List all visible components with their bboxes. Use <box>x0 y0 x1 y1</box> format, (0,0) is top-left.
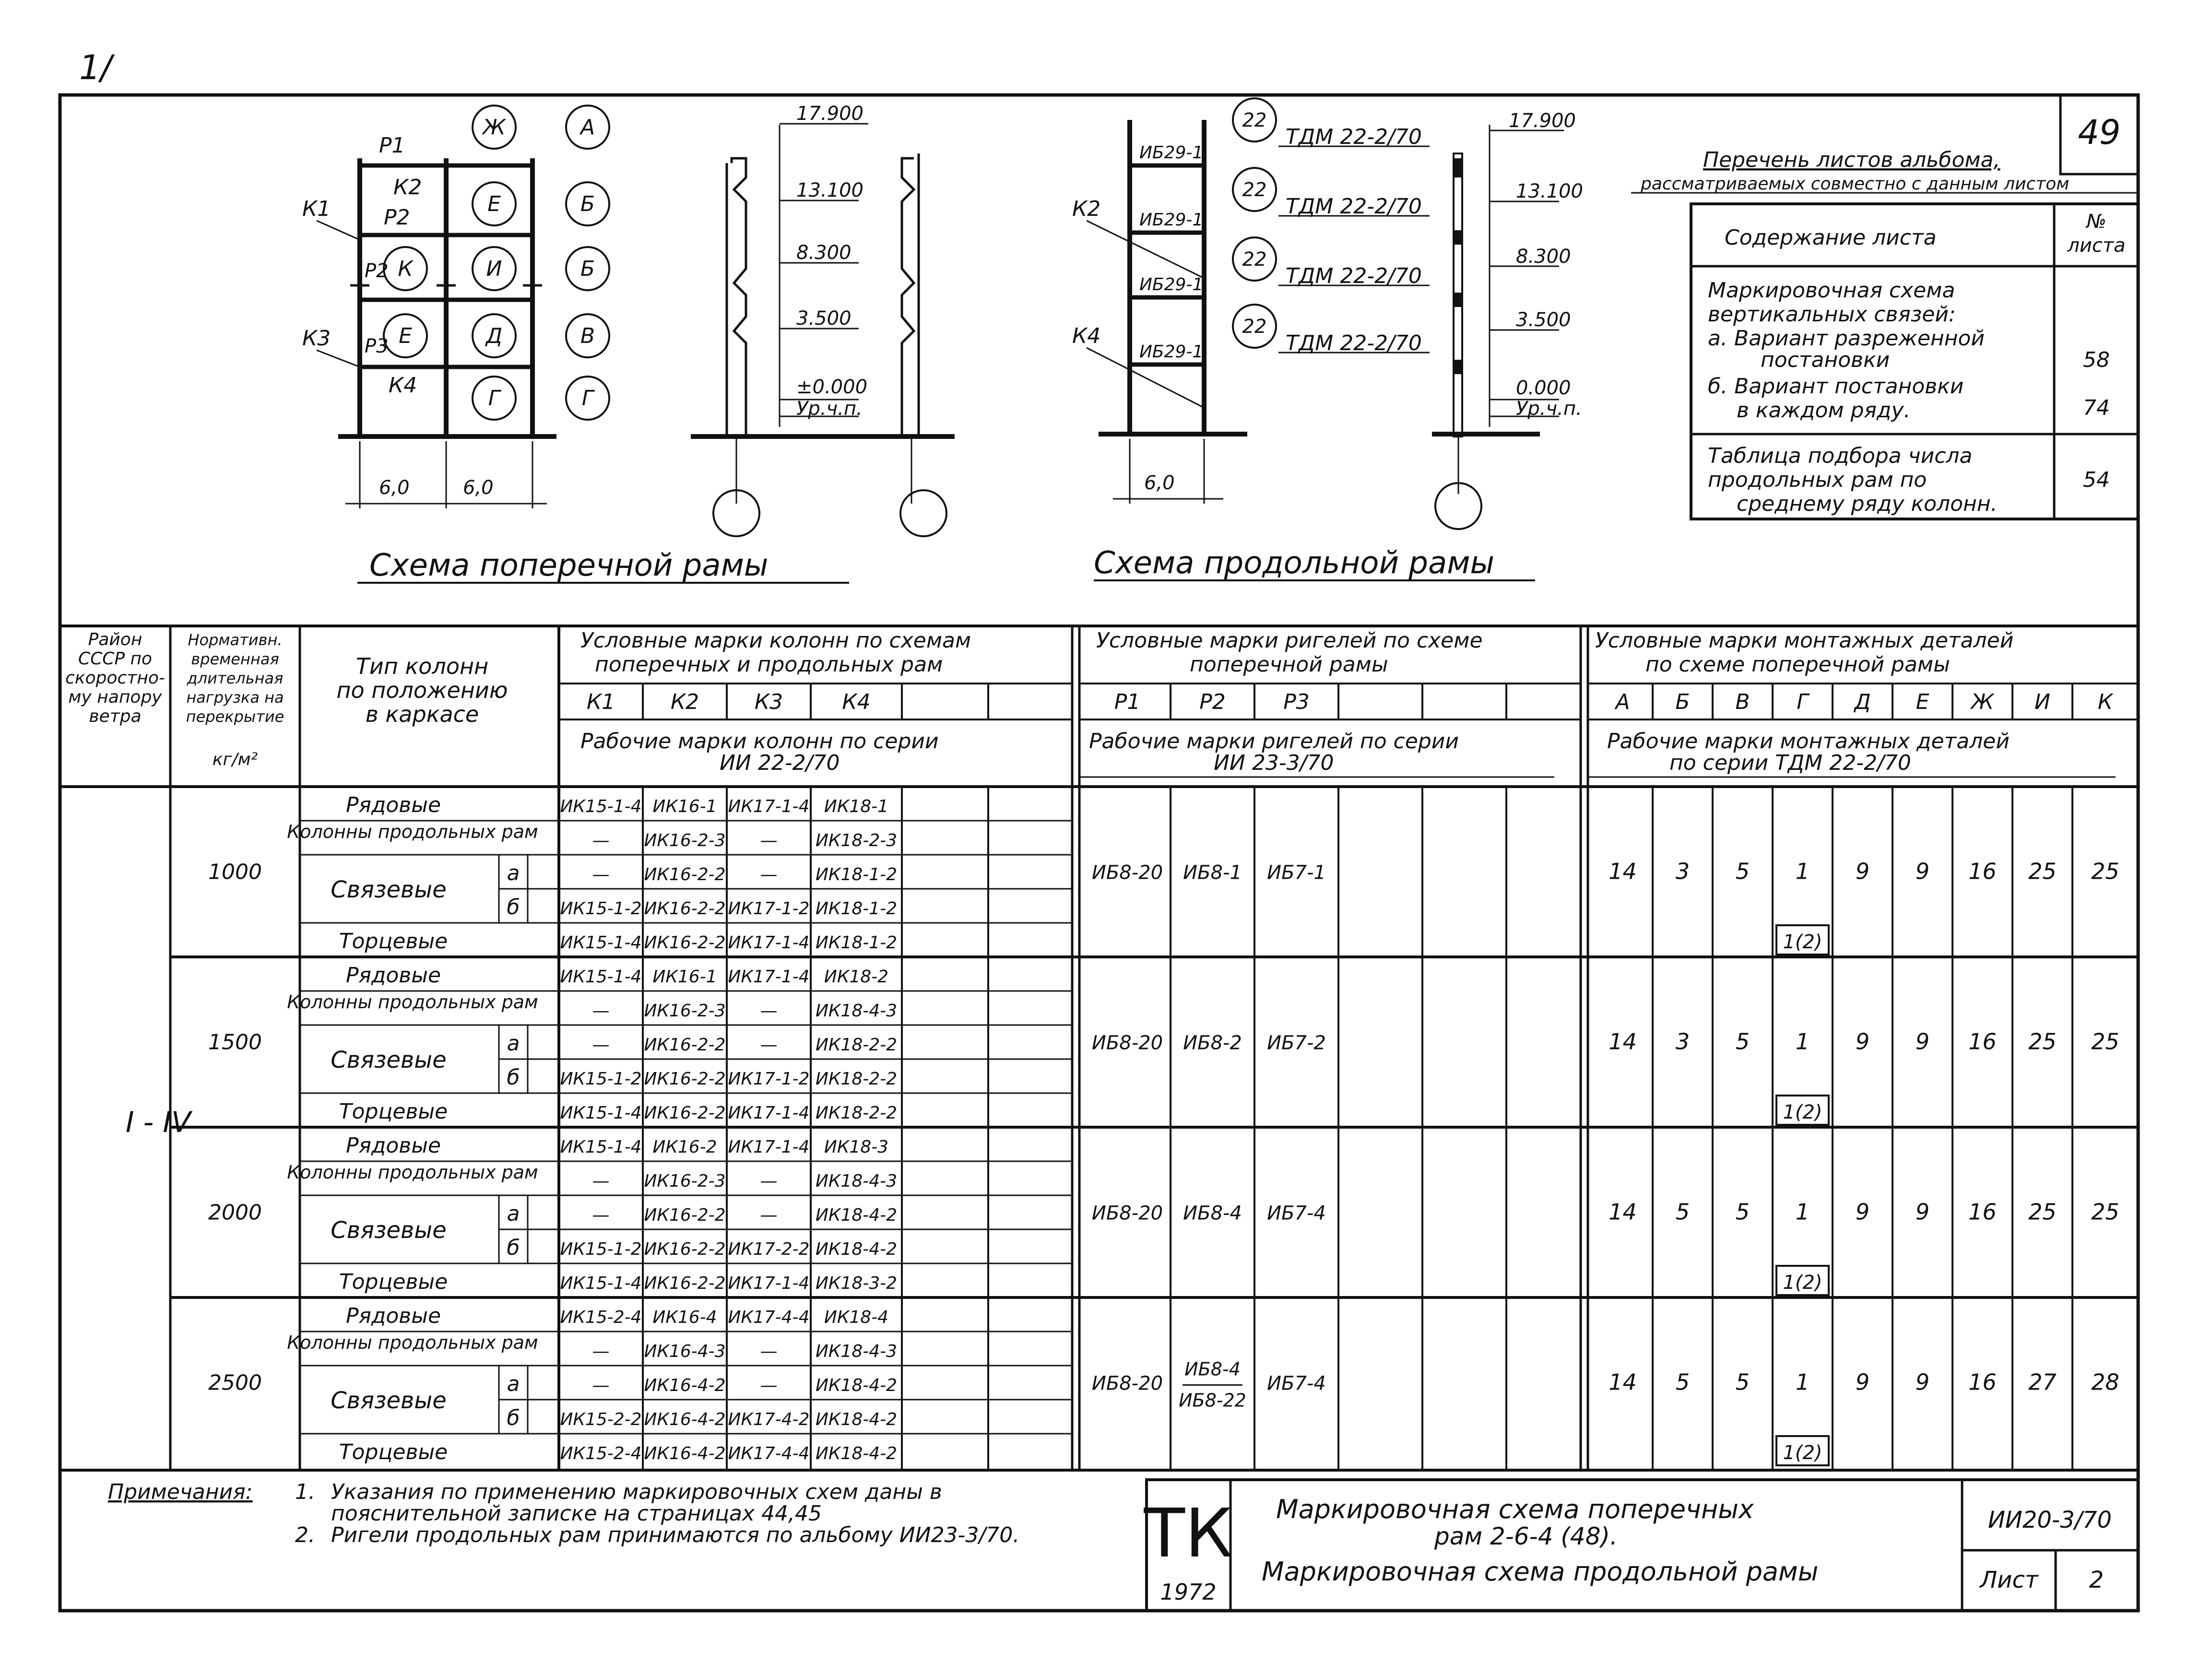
header-col-type: Тип колонн <box>355 653 489 679</box>
note-text: пояснительной записке на страницах 44,45 <box>331 1501 822 1526</box>
beam-mark-cell: ИБ7-4 <box>1267 1372 1326 1395</box>
row-type-label: Связевые <box>331 1217 447 1244</box>
column-mark-cell: ИК18-3 <box>824 1137 889 1157</box>
header-region: скоростно- <box>65 668 165 688</box>
row-type-label: Связевые <box>331 1047 447 1073</box>
title-year: 1972 <box>1160 1579 1217 1605</box>
long-beam-mark: ИБ29-1 <box>1139 143 1204 163</box>
cross-col-label: К3 <box>302 326 331 351</box>
column-mark-cell: ИК18-4 <box>824 1308 889 1327</box>
column-mark-cell: ИК17-1-4 <box>728 1103 810 1123</box>
detail-value-cell: 14 <box>1609 1369 1637 1395</box>
header-load: Нормативн. <box>188 631 283 649</box>
sheets-list-item-text: б. Вариант постановки <box>1708 374 1964 399</box>
column-mark-cell: — <box>760 1376 778 1395</box>
det-mark-header: Ж <box>1971 690 1994 714</box>
load-value: 2000 <box>208 1200 262 1225</box>
detail-value-cell: 1 <box>1795 858 1810 884</box>
col-mark-header: К4 <box>842 690 871 714</box>
row-type-label: Торцевые <box>339 929 448 954</box>
column-mark-cell: — <box>760 1205 778 1225</box>
row-type-label: Колонны продольных рам <box>287 821 538 842</box>
sheets-list-col-no: № <box>2086 211 2106 233</box>
long-detail-mark: ТДМ 22-2/70 <box>1286 264 1422 288</box>
long-elevation-label: 3.500 <box>1516 309 1571 331</box>
long-elevation-label: 8.300 <box>1516 246 1571 268</box>
detail-value-cell: 5 <box>1735 1369 1750 1395</box>
sheets-list-item-no: 58 <box>2083 348 2110 372</box>
sheet-label: Лист <box>1980 1567 2038 1593</box>
detail-value-cell: 25 <box>2028 858 2057 884</box>
long-elevation-label: Ур.ч.п. <box>1516 398 1582 420</box>
sheets-list-col-content: Содержание листа <box>1725 225 1937 250</box>
column-mark-cell: ИК18-1 <box>824 797 889 816</box>
sheets-list <box>1631 148 2138 519</box>
detail-value-cell: 9 <box>1915 858 1930 884</box>
column-mark-cell: ИК18-4-2 <box>815 1376 898 1395</box>
sub-variant-label: б <box>507 1236 520 1260</box>
page-number: 49 <box>2078 113 2121 152</box>
column-mark-cell: ИК16-2-3 <box>644 1171 726 1191</box>
title-line: Маркировочная схема продольной рамы <box>1262 1556 1819 1587</box>
cross-col-label: К2 <box>393 175 422 200</box>
column-mark-cell: ИК16-2-2 <box>644 1103 726 1123</box>
column-mark-cell: — <box>592 1171 610 1191</box>
column-mark-cell: ИК16-2-2 <box>644 1035 726 1055</box>
cross-scheme-caption: Схема поперечной рамы <box>369 548 769 583</box>
column-mark-cell: ИК15-2-4 <box>560 1308 642 1327</box>
row-type-label: Торцевые <box>339 1270 448 1294</box>
long-elevation-label: 0.000 <box>1516 377 1571 399</box>
sub-variant-label: а <box>507 861 520 885</box>
sheets-list-item-text: Таблица подбора числа <box>1708 444 1973 468</box>
title-line: рам 2-6-4 (48). <box>1434 1522 1618 1550</box>
detail-value-cell: 25 <box>2091 1028 2119 1055</box>
sheets-list-subtitle: рассматриваемых совместно с данным листом <box>1641 174 2070 194</box>
cross-elevation-label: 3.500 <box>796 307 852 330</box>
cross-detail-circle-label: Е <box>487 192 501 216</box>
column-mark-cell: ИК15-1-4 <box>560 797 642 816</box>
sheets-list-item-text: в каждом ряду. <box>1737 398 1911 423</box>
marking-table <box>60 626 2138 1470</box>
row-type-label: Колонны продольных рам <box>287 1162 538 1183</box>
sub-variant-label: а <box>507 1202 520 1226</box>
column-mark-cell: ИК17-4-4 <box>728 1444 810 1463</box>
beam-mark-cell: ИБ7-4 <box>1267 1202 1326 1225</box>
cross-span-label: 6,0 <box>379 477 410 499</box>
cross-elevation-label: ±0.000 <box>796 376 868 398</box>
detail-value-cell: 9 <box>1915 1199 1930 1225</box>
detail-value-cell: 5 <box>1735 1199 1750 1225</box>
header-col-group: Условные марки колонн по схемам <box>580 628 971 653</box>
beam-mark-cell: ИБ8-4 <box>1183 1202 1242 1225</box>
header-region: СССР по <box>78 649 153 669</box>
cross-col-label: К1 <box>302 197 331 221</box>
row-type-label: Рядовые <box>345 1133 441 1158</box>
org-logo-text: ТК <box>1144 1495 1233 1573</box>
header-region: Район <box>88 630 142 649</box>
header-beam-group: Условные марки ригелей по схеме <box>1096 628 1483 653</box>
load-value: 1500 <box>208 1030 262 1055</box>
column-mark-cell: — <box>760 1035 778 1055</box>
detail-value-cell: 1 <box>1795 1028 1810 1055</box>
detail-value-cell: 28 <box>2091 1369 2119 1395</box>
detail-value-cell: 1 <box>1795 1369 1810 1395</box>
column-mark-cell: ИК16-4-2 <box>644 1376 726 1395</box>
long-detail-circle-label: 22 <box>1242 316 1267 338</box>
column-mark-cell: ИК16-2-3 <box>644 1001 726 1021</box>
long-col-label: К2 <box>1072 197 1101 221</box>
sheets-list-item-text: среднему ряду колонн. <box>1737 492 1998 516</box>
row-type-label: Рядовые <box>345 963 441 988</box>
beam-mark-cell: ИБ7-2 <box>1267 1032 1326 1054</box>
long-detail-mark: ТДМ 22-2/70 <box>1286 194 1422 219</box>
note-number: 1. <box>295 1480 315 1504</box>
header-region: ветра <box>89 707 142 726</box>
detail-value-cell: 3 <box>1675 1028 1690 1055</box>
header-load: перекрытие <box>186 707 284 726</box>
column-mark-cell: ИК18-4-2 <box>815 1444 898 1463</box>
cross-detail-circle-label: Б <box>580 192 595 216</box>
column-mark-cell: ИК15-1-4 <box>560 1103 642 1123</box>
det-mark-header: В <box>1735 690 1750 714</box>
column-mark-cell: ИК18-4-2 <box>815 1239 898 1259</box>
det-mark-header: Е <box>1916 690 1929 714</box>
column-mark-cell: ИК18-1-2 <box>815 865 898 884</box>
cross-detail-circle-label: Е <box>399 324 412 348</box>
detail-value-cell: 16 <box>1968 1028 1997 1055</box>
cross-col-label: К4 <box>389 373 417 398</box>
column-mark-cell: ИК17-2-2 <box>728 1239 810 1259</box>
detail-extra-value: 1(2) <box>1783 1101 1822 1123</box>
detail-value-cell: 25 <box>2091 1199 2119 1225</box>
beam-mark-cell: ИБ8-22 <box>1179 1390 1246 1411</box>
column-mark-cell: ИК16-4-2 <box>644 1410 726 1429</box>
detail-value-cell: 16 <box>1968 1369 1997 1395</box>
row-type-label: Рядовые <box>345 793 441 817</box>
cross-detail-circle-label: В <box>580 324 595 348</box>
header-col-group: поперечных и продольных рам <box>595 652 943 677</box>
detail-value-cell: 5 <box>1675 1369 1690 1395</box>
margin-mark: 1/ <box>79 48 112 87</box>
col-mark-header: К3 <box>754 690 783 714</box>
detail-value-cell: 9 <box>1855 1199 1870 1225</box>
sheets-list-item-text: продольных рам по <box>1708 468 1927 492</box>
beam-mark-cell: ИБ8-1 <box>1183 861 1242 884</box>
column-mark-cell: ИК15-2-2 <box>560 1410 642 1429</box>
column-mark-cell: — <box>592 865 610 884</box>
column-mark-cell: ИК17-4-4 <box>728 1308 810 1327</box>
header-beam-work: Рабочие марки ригелей по серии <box>1089 729 1459 754</box>
header-col-type: по положению <box>336 677 508 703</box>
row-type-label: Колонны продольных рам <box>287 1332 538 1353</box>
column-mark-cell: ИК18-3-2 <box>815 1273 898 1293</box>
title-line: Маркировочная схема поперечных <box>1276 1494 1754 1524</box>
column-mark-cell: — <box>592 831 610 850</box>
long-scheme-caption: Схема продольной рамы <box>1094 545 1495 581</box>
column-mark-cell: ИК18-4-3 <box>815 1001 898 1021</box>
long-span-label: 6,0 <box>1144 472 1175 494</box>
beam-mark-cell: ИБ8-4 <box>1184 1358 1241 1380</box>
sheets-list-title: Перечень листов альбома, <box>1703 148 2000 172</box>
beam-mark-cell: ИБ8-20 <box>1091 1202 1163 1225</box>
header-col-type: в каркасе <box>365 701 479 727</box>
header-det-work: по серии ТДМ 22-2/70 <box>1669 751 1911 775</box>
column-mark-cell: ИК16-1 <box>652 967 717 987</box>
long-detail-mark: ТДМ 22-2/70 <box>1286 331 1422 355</box>
sheets-list-item-no: 54 <box>2083 468 2110 492</box>
column-mark-cell: ИК16-2 <box>652 1137 717 1157</box>
sub-variant-label: а <box>507 1031 520 1056</box>
column-mark-cell: — <box>760 865 778 884</box>
column-mark-cell: ИК16-2-2 <box>644 865 726 884</box>
note-text: Указания по применению маркировочных схем даны в <box>331 1480 942 1504</box>
long-detail-circle-label: 22 <box>1242 109 1267 131</box>
column-mark-cell: ИК18-1-2 <box>815 899 898 919</box>
det-mark-header: Б <box>1675 690 1690 714</box>
column-mark-cell: ИК15-1-4 <box>560 1273 642 1293</box>
detail-value-cell: 14 <box>1609 1199 1637 1225</box>
notes-label: Примечания: <box>108 1480 253 1504</box>
sheets-list-item-text: а. Вариант разреженной <box>1708 326 1985 351</box>
series-code: ИИ20-3/70 <box>1988 1507 2112 1533</box>
detail-value-cell: 16 <box>1968 1199 1997 1225</box>
cross-beam-label: Р1 <box>379 133 405 158</box>
sub-variant-label: б <box>507 1065 520 1090</box>
det-mark-header: И <box>2035 690 2050 714</box>
cross-beam-label: Р2 <box>384 205 410 230</box>
sheet-number: 2 <box>2089 1567 2104 1593</box>
sheets-list-item-text: постановки <box>1761 348 1890 372</box>
long-beam-mark: ИБ29-1 <box>1139 342 1204 362</box>
det-mark-header: А <box>1615 690 1630 714</box>
column-mark-cell: — <box>760 1171 778 1191</box>
row-type-label: Колонны продольных рам <box>287 991 538 1013</box>
column-mark-cell: ИК18-1-2 <box>815 933 898 953</box>
column-mark-cell: ИК18-4-2 <box>815 1410 898 1429</box>
note-number: 2. <box>295 1523 315 1547</box>
long-elevation-label: 13.100 <box>1516 180 1583 202</box>
column-mark-cell: ИК18-2-2 <box>815 1035 898 1055</box>
column-mark-cell: ИК18-2 <box>824 967 889 987</box>
detail-value-cell: 14 <box>1609 858 1637 884</box>
column-mark-cell: — <box>592 1376 610 1395</box>
beam-mark-header: Р2 <box>1199 690 1226 714</box>
detail-value-cell: 16 <box>1968 858 1997 884</box>
beam-mark-cell: ИБ8-20 <box>1091 1372 1163 1395</box>
column-mark-cell: ИК18-2-2 <box>815 1103 898 1123</box>
detail-extra-value: 1(2) <box>1783 1442 1822 1464</box>
sheets-list-item-text: Маркировочная схема <box>1708 278 1955 303</box>
beam-mark-cell: ИБ8-20 <box>1091 861 1163 884</box>
sheets-list-item-no: 74 <box>2083 396 2110 420</box>
column-mark-cell: ИК17-1-2 <box>728 899 810 919</box>
cross-frame-scheme <box>302 106 609 508</box>
detail-value-cell: 5 <box>1735 858 1750 884</box>
beam-mark-header: Р1 <box>1114 690 1141 714</box>
long-detail-circle-label: 22 <box>1242 179 1267 201</box>
column-mark-cell: ИК17-1-4 <box>728 1137 810 1157</box>
row-type-label: Связевые <box>331 1387 447 1414</box>
column-mark-cell: — <box>592 1035 610 1055</box>
cross-elevation-label: 13.100 <box>796 179 864 201</box>
column-mark-cell: ИК16-2-2 <box>644 1239 726 1259</box>
beam-mark-cell: ИБ8-20 <box>1091 1032 1163 1054</box>
detail-value-cell: 25 <box>2091 858 2119 884</box>
column-mark-cell: — <box>760 831 778 850</box>
cross-elevation-label: 8.300 <box>796 242 852 264</box>
column-mark-cell: — <box>592 1205 610 1225</box>
column-mark-cell: ИК17-1-4 <box>728 967 810 987</box>
column-mark-cell: ИК18-2-3 <box>815 831 898 850</box>
detail-value-cell: 9 <box>1855 1369 1870 1395</box>
sub-variant-label: б <box>507 1406 520 1430</box>
load-value: 2500 <box>208 1370 262 1395</box>
column-mark-cell: ИК16-2-2 <box>644 933 726 953</box>
cross-beam-label: Р3 <box>365 335 389 357</box>
column-mark-cell: ИК15-1-2 <box>560 899 642 919</box>
column-mark-cell: ИК18-4-3 <box>815 1342 898 1361</box>
column-mark-cell: ИК18-2-2 <box>815 1069 898 1089</box>
cross-detail-circle-label: Ж <box>483 115 506 140</box>
beam-mark-cell: ИБ8-2 <box>1183 1032 1242 1054</box>
column-mark-cell: ИК15-1-2 <box>560 1239 642 1259</box>
column-mark-cell: ИК18-4-2 <box>815 1205 898 1225</box>
detail-value-cell: 9 <box>1855 1028 1870 1055</box>
cross-elevation-label: Ур.ч.п. <box>796 398 863 420</box>
notes <box>108 1480 1019 1547</box>
column-mark-cell: ИК16-4-2 <box>644 1444 726 1463</box>
header-beam-group: поперечной рамы <box>1190 652 1388 677</box>
header-det-group: по схеме поперечной рамы <box>1645 652 1950 677</box>
det-mark-header: Д <box>1854 690 1871 714</box>
column-mark-cell: ИК17-1-2 <box>728 1069 810 1089</box>
detail-extra-value: 1(2) <box>1783 931 1822 953</box>
header-load-unit: кг/м² <box>212 750 258 769</box>
cross-detail-circle-label: Г <box>581 386 594 411</box>
column-mark-cell: ИК16-2-2 <box>644 899 726 919</box>
column-mark-cell: ИК17-4-2 <box>728 1410 810 1429</box>
long-beam-mark: ИБ29-1 <box>1139 210 1204 230</box>
long-detail-mark: ТДМ 22-2/70 <box>1286 125 1422 149</box>
cross-detail-circle-label: К <box>398 257 413 281</box>
column-mark-cell: ИК16-2-3 <box>644 831 726 850</box>
cross-detail-circle-label: Б <box>580 257 595 281</box>
column-mark-cell: ИК16-2-2 <box>644 1069 726 1089</box>
sheets-list-item-text: вертикальных связей: <box>1708 302 1956 327</box>
cross-span-label: 6,0 <box>463 477 494 499</box>
column-mark-cell: ИК16-2-2 <box>644 1205 726 1225</box>
header-load: временная <box>191 650 279 668</box>
column-mark-cell: ИК17-1-4 <box>728 797 810 816</box>
column-mark-cell: ИК18-4-3 <box>815 1171 898 1191</box>
header-beam-work: ИИ 23-3/70 <box>1214 751 1334 775</box>
column-mark-cell: ИК15-1-4 <box>560 967 642 987</box>
detail-value-cell: 25 <box>2028 1199 2057 1225</box>
col-mark-header: К1 <box>586 690 615 714</box>
column-mark-cell: ИК16-2-2 <box>644 1273 726 1293</box>
detail-value-cell: 14 <box>1609 1028 1637 1055</box>
detail-value-cell: 9 <box>1915 1028 1930 1055</box>
sub-variant-label: б <box>507 895 520 920</box>
cross-detail-circle-label: А <box>580 115 595 140</box>
cross-beam-label: Р2 <box>365 260 389 282</box>
row-type-label: Рядовые <box>345 1304 441 1328</box>
longitudinal-frame-scheme <box>1072 98 1583 529</box>
region-value: I - IV <box>125 1106 191 1139</box>
column-mark-cell: ИК16-4-3 <box>644 1342 726 1361</box>
cross-detail-circle-label: И <box>486 257 502 281</box>
long-elevation-label: 17.900 <box>1509 110 1576 132</box>
detail-value-cell: 25 <box>2028 1028 2057 1055</box>
detail-extra-value: 1(2) <box>1783 1272 1822 1294</box>
cross-detail-circle-label: Г <box>488 386 500 411</box>
column-mark-cell: ИК15-1-4 <box>560 933 642 953</box>
header-det-group: Условные марки монтажных деталей <box>1595 628 2014 653</box>
column-mark-cell: ИК15-1-2 <box>560 1069 642 1089</box>
detail-value-cell: 5 <box>1735 1028 1750 1055</box>
header-load: длительная <box>187 669 284 687</box>
detail-value-cell: 9 <box>1915 1369 1930 1395</box>
column-mark-cell: ИК15-1-4 <box>560 1137 642 1157</box>
header-load: нагрузка на <box>186 688 284 707</box>
column-mark-cell: ИК17-1-4 <box>728 933 810 953</box>
long-detail-circle-label: 22 <box>1242 248 1267 271</box>
beam-mark-cell: ИБ7-1 <box>1267 861 1326 884</box>
column-mark-cell: — <box>760 1342 778 1361</box>
column-mark-cell: ИК16-1 <box>652 797 717 816</box>
header-region: му напору <box>68 687 162 707</box>
sub-variant-label: а <box>507 1372 520 1396</box>
det-mark-header: К <box>2097 690 2113 714</box>
column-mark-cell: ИК15-2-4 <box>560 1444 642 1463</box>
column-mark-cell: ИК16-4 <box>652 1308 717 1327</box>
row-type-label: Торцевые <box>339 1440 448 1464</box>
row-type-label: Торцевые <box>339 1099 448 1124</box>
col-mark-header: К2 <box>670 690 699 714</box>
column-mark-cell: ИК17-1-4 <box>728 1273 810 1293</box>
detail-value-cell: 3 <box>1675 858 1690 884</box>
sheets-list-col-no: листа <box>2067 235 2126 257</box>
header-col-work: Рабочие марки колонн по серии <box>580 729 939 754</box>
load-value: 1000 <box>208 860 262 884</box>
detail-value-cell: 1 <box>1795 1199 1810 1225</box>
detail-value-cell: 9 <box>1855 858 1870 884</box>
cross-elevation-label: 17.900 <box>796 103 864 125</box>
beam-mark-header: Р3 <box>1283 690 1310 714</box>
detail-value-cell: 5 <box>1675 1199 1690 1225</box>
row-type-label: Связевые <box>331 876 447 903</box>
column-mark-cell: — <box>760 1001 778 1021</box>
cross-detail-circle-label: Д <box>485 324 503 348</box>
column-mark-cell: — <box>592 1001 610 1021</box>
detail-value-cell: 27 <box>2028 1369 2057 1395</box>
cross-frame-elevation <box>691 103 955 536</box>
column-mark-cell: — <box>592 1342 610 1361</box>
det-mark-header: Г <box>1797 690 1809 714</box>
header-det-work: Рабочие марки монтажных деталей <box>1607 729 2010 754</box>
title-block <box>1144 1480 2138 1611</box>
long-col-label: К4 <box>1072 324 1101 348</box>
header-col-work: ИИ 22-2/70 <box>720 751 840 775</box>
note-text: Ригели продольных рам принимаются по альбому ИИ23-3/70. <box>331 1523 1020 1547</box>
long-beam-mark: ИБ29-1 <box>1139 275 1204 295</box>
